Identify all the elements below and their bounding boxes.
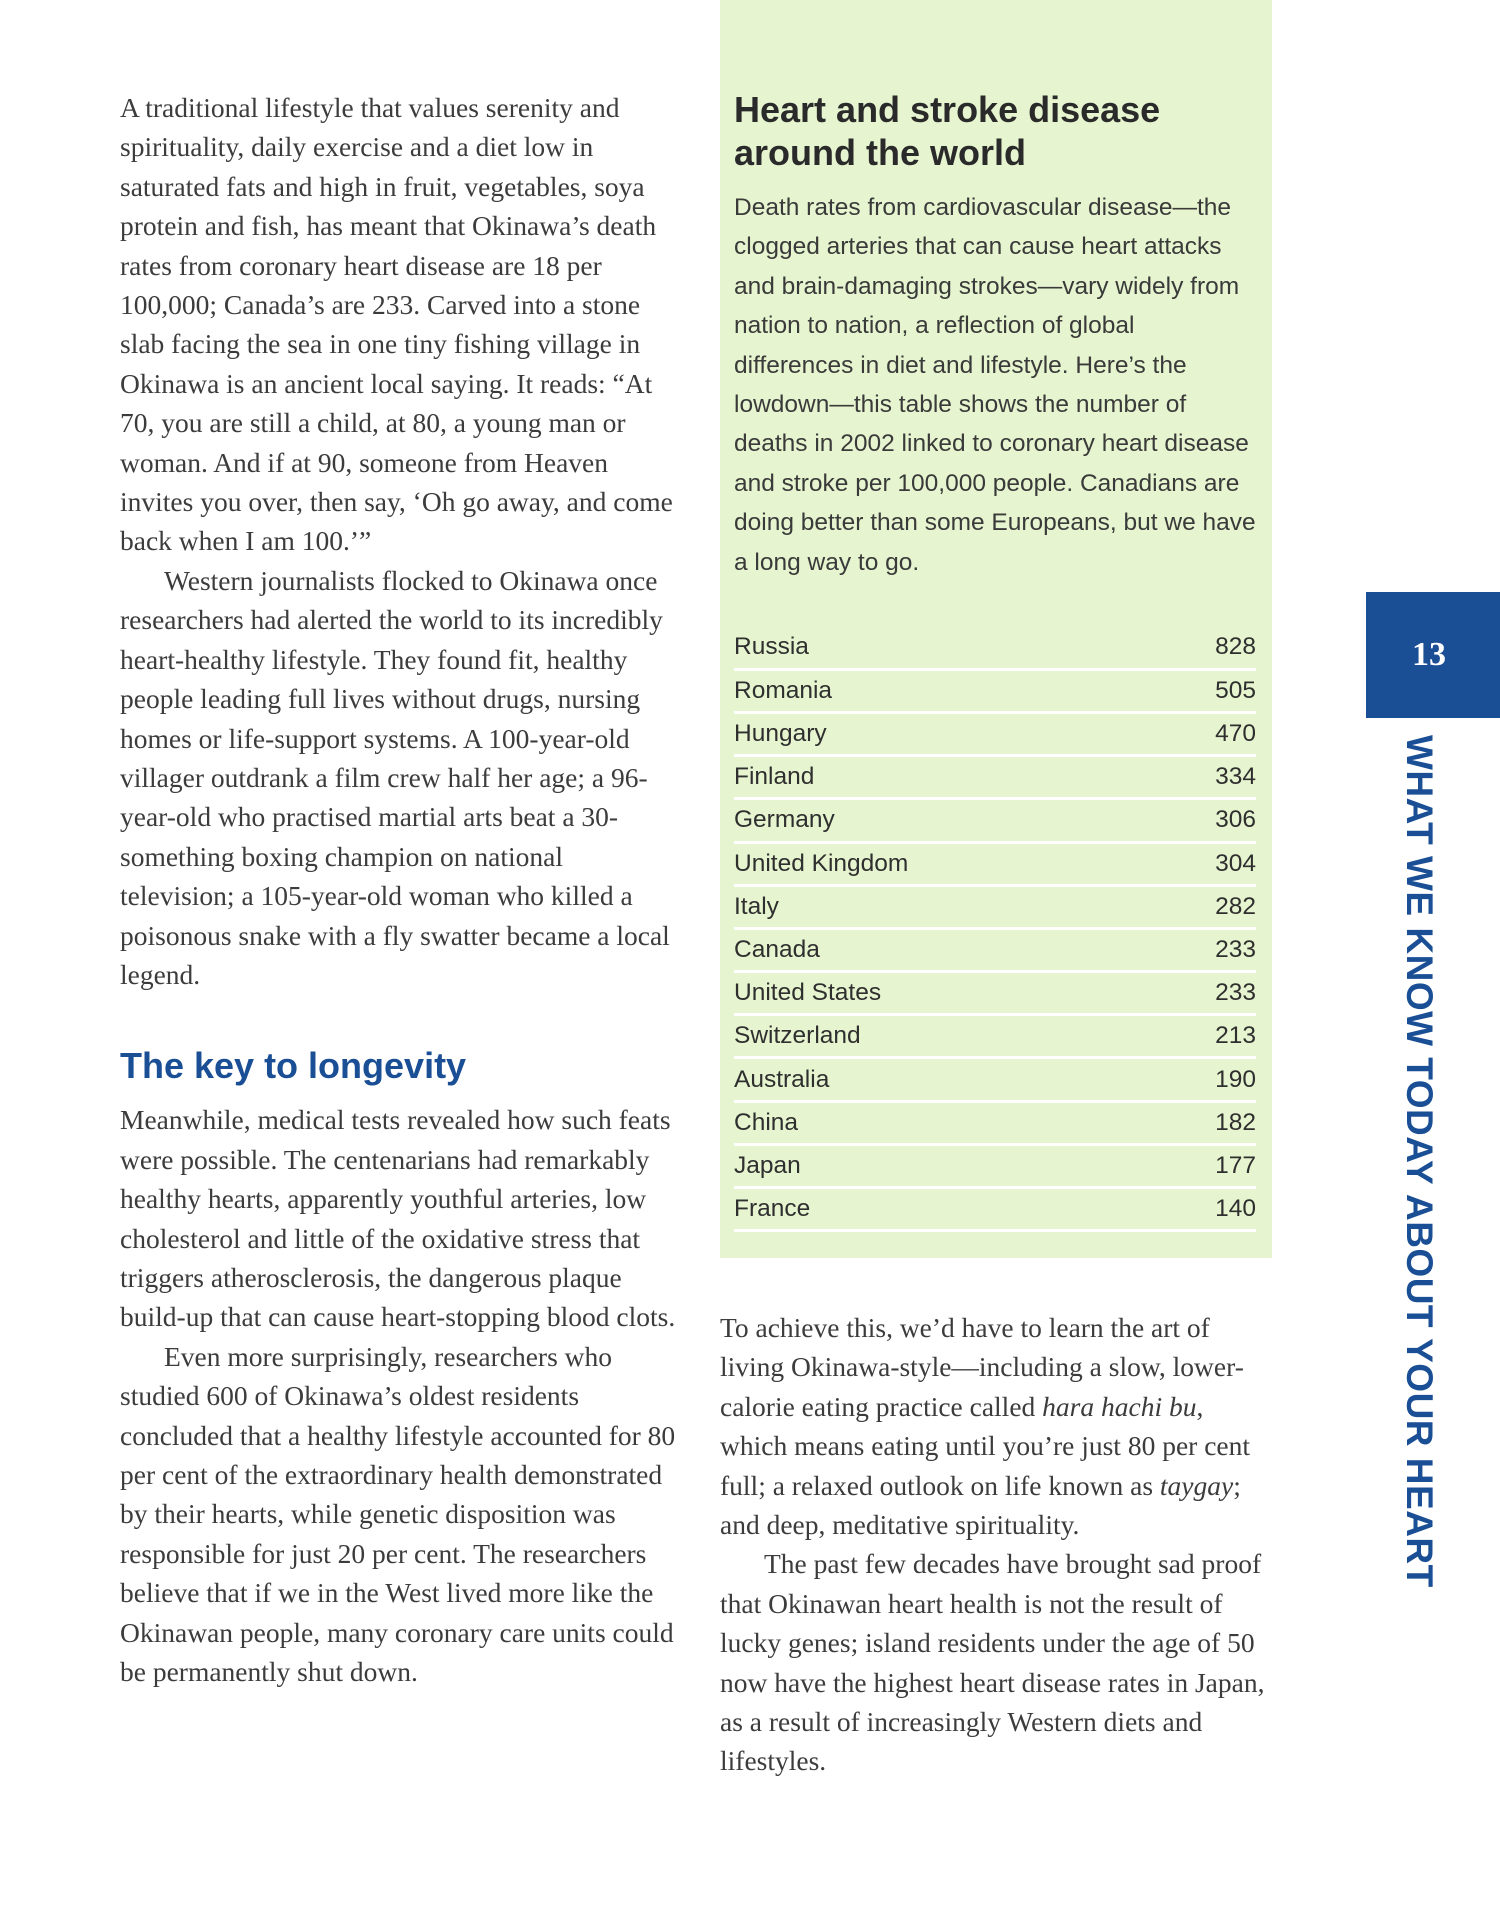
country-cell: Australia: [734, 1058, 1157, 1101]
body-paragraph: The past few decades have brought sad proof that Okinawan heart health is not the result of lucky genes; island residents under the age of 50 now have the highest heart disease rates in Japan, as a result of increasingly Western diets and lifestyles.: [720, 1548, 1265, 1777]
sidebar-intro: Death rates from cardiovascular disease—the clogged arteries that can cause heart attacks and brain-damaging strokes—vary widely from nation to nation, a reflection of global differences in diet and lifestyle. Here’s the lowdown—this table shows the number of deaths in 2002 linked to coronary heart disease and stroke per 100,000 people. Canadians are doing better than some Europeans, but we have a long way to go.: [734, 194, 1256, 576]
body-paragraph: A traditional lifestyle that values serenity and spirituality, daily exercise and a diet low in saturated fats and high in fruit, vegetables, soya protein and fish, has meant that Okinawa’s death rates from coronary heart disease are 18 per 100,000; Canada’s are 233. Carved into a stone slab facing the sea in one tiny fishing village in Okinawa is an ancient local saying. It reads: “At 70, you are still a child, at 80, a young man or woman. And if at 90, someone from Heaven invites you over, then say, ‘Oh go away, and come back when I am 100.’”: [120, 92, 673, 557]
section-heading: The key to longevity: [120, 1045, 467, 1087]
death-rate-cell: 177: [1157, 1144, 1256, 1187]
death-rate-cell: 306: [1157, 799, 1256, 842]
death-rate-cell: 140: [1157, 1188, 1256, 1231]
country-cell: Italy: [734, 885, 1157, 928]
death-rate-cell: 334: [1157, 756, 1256, 799]
table-row: [734, 1058, 1256, 1101]
body-paragraph: [720, 1308, 1265, 1544]
chapter-number: 13: [1412, 636, 1446, 673]
text-run: , which means eating until you’re just 80 per cent full; a relaxed outlook on life known as: [720, 1390, 1250, 1501]
table-row: [734, 626, 1256, 669]
death-rate-table: [734, 626, 1256, 1232]
country-cell: Germany: [734, 799, 1157, 842]
body-paragraph: Even more surprisingly, researchers who studied 600 of Okinawa’s oldest residents concluded that a healthy lifestyle accounted for 80 per cent of the extraordinary health demonstrated by their hearts, while genetic disposition was responsible for just 20 per cent. The researchers believe that if we in the West lived more like the Okinawan people, many coronary care units could be permanently shut down.: [120, 1340, 676, 1688]
table-row: [734, 799, 1256, 842]
table-row: [734, 928, 1256, 971]
death-rate-cell: 213: [1157, 1015, 1256, 1058]
term-emphasis: hara hachi bu: [1042, 1390, 1197, 1422]
death-rate-cell: 282: [1157, 885, 1256, 928]
text-run: ; and deep, meditative spirituality.: [720, 1469, 1241, 1541]
table-row: [734, 1101, 1256, 1144]
running-head: WHAT WE KNOW TODAY ABOUT YOUR HEART: [1399, 735, 1440, 1588]
death-rate-cell: 828: [1157, 626, 1256, 669]
death-rate-cell: 233: [1157, 928, 1256, 971]
country-cell: Switzerland: [734, 1015, 1157, 1058]
death-rate-cell: 304: [1157, 842, 1256, 885]
table-row: [734, 712, 1256, 755]
country-cell: United States: [734, 972, 1157, 1015]
chapter-tab: [1366, 592, 1500, 718]
table-row: [734, 1015, 1256, 1058]
table-row: [734, 842, 1256, 885]
country-cell: Hungary: [734, 712, 1157, 755]
death-rate-cell: 505: [1157, 669, 1256, 712]
country-cell: Russia: [734, 626, 1157, 669]
term-emphasis: taygay: [1159, 1469, 1234, 1501]
country-cell: Finland: [734, 756, 1157, 799]
country-cell: Romania: [734, 669, 1157, 712]
death-rate-cell: 470: [1157, 712, 1256, 755]
table-row: [734, 1188, 1256, 1231]
death-rate-cell: 182: [1157, 1101, 1256, 1144]
country-cell: United Kingdom: [734, 842, 1157, 885]
right-column: [720, 1308, 1265, 1781]
country-cell: France: [734, 1188, 1157, 1231]
table-row: [734, 669, 1256, 712]
sidebar-title: Heart and stroke disease around the world: [734, 89, 1161, 173]
sidebar-box: [720, 0, 1272, 1258]
table-row: [734, 1144, 1256, 1187]
table-row: [734, 756, 1256, 799]
table-row: [734, 972, 1256, 1015]
body-paragraph: Western journalists flocked to Okinawa once researchers had alerted the world to its incredibly heart-healthy lifestyle. They found fit, healthy people leading full lives without drugs, nursing homes or life-support systems. A 100-year-old villager outdrank a film crew half her age; a 96-year-old who practised martial arts beat a 30-something boxing champion on national television; a 105-year-old woman who killed a poisonous snake with a fly swatter became a local legend.: [120, 564, 670, 990]
country-cell: China: [734, 1101, 1157, 1144]
death-rate-cell: 233: [1157, 972, 1256, 1015]
body-paragraph: Meanwhile, medical tests revealed how such feats were possible. The centenarians had remarkably healthy hearts, apparently youthful arteries, low cholesterol and little of the oxidative stress that triggers atherosclerosis, the dangerous plaque build-up that can cause heart-stopping blood clots.: [120, 1104, 676, 1333]
country-cell: Canada: [734, 928, 1157, 971]
left-column: [120, 88, 676, 1691]
text-run: To achieve this, we’d have to learn the art of living Okinawa-style—including a slow, lower-calorie eating practice called: [720, 1312, 1244, 1422]
country-cell: Japan: [734, 1144, 1157, 1187]
table-row: [734, 885, 1256, 928]
death-rate-cell: 190: [1157, 1058, 1256, 1101]
